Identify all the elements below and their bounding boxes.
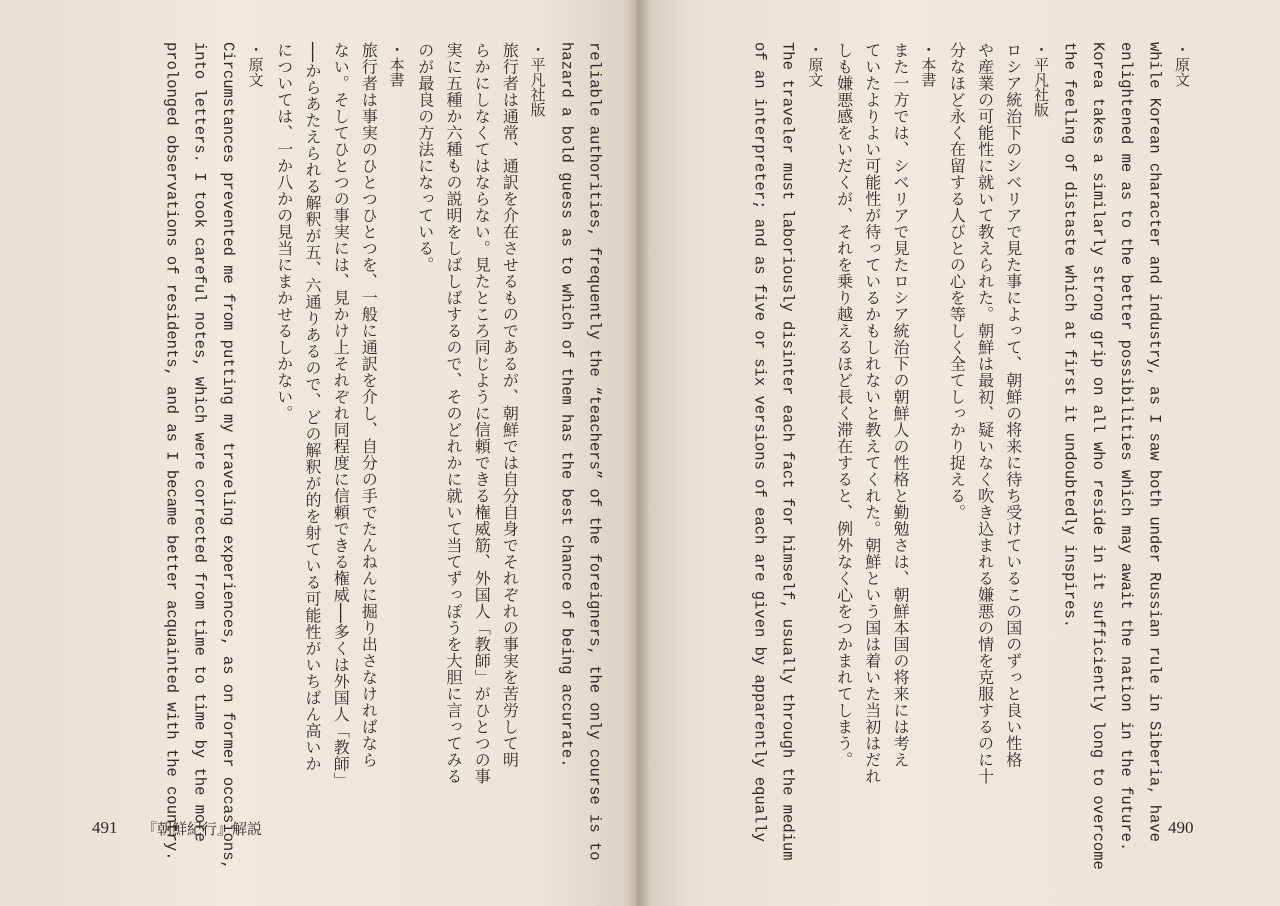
japanese-text-line: 分なほど永く在留する人びとの心を等しく全てしっかり捉える。 [947, 42, 967, 521]
english-text-line: Korea takes a similarly strong grip on all who reside in it sufficiently long to overcome [1088, 42, 1107, 870]
english-text-line: prolonged observations of residents, and as I became better acquainted with the country. [162, 42, 181, 861]
english-text-line: Circumstances prevented me from putting my traveling experiences, as on former occasions, [218, 42, 237, 870]
left-page [0, 0, 636, 906]
english-text-line: The traveler must laboriously disinter each fact for himself, usually through the medium [778, 42, 797, 861]
japanese-text-line: ていたよりよい可能性が待っているかもしれないと教えてくれた。朝鮮という国は着いた当初はだれ [862, 42, 882, 785]
section-label: ・原文 [806, 42, 825, 87]
english-text-line: reliable authorities, frequently the “teachers” of the foreigners, the only course is to [585, 42, 604, 861]
section-label: ・平凡社版 [528, 42, 547, 117]
english-text-line: while Korean character and industry, as I saw both under Russian rule in Siberia, have [1145, 42, 1164, 842]
japanese-text-line: のが最良の方法になっている。 [415, 42, 435, 273]
english-text-line: enlightened me as to the better possibilities which may await the nation in the future. [1117, 42, 1136, 852]
section-label: ・本書 [919, 42, 938, 87]
japanese-text-line: については、一か八かの見当にまかせるしかない。 [274, 42, 294, 422]
japanese-text-line: また一方では、シベリアで見たロシア統治下の朝鮮人の性格と勤勉さは、朝鮮本国の将来には考え [891, 42, 910, 768]
right-page-number: 490 [1168, 818, 1194, 837]
english-text-line: hazard a bold guess as to which of them has the best chance of being accurate. [557, 42, 576, 768]
book-gutter [626, 0, 650, 906]
english-text-line: the feeling of distaste which at first it undoubtedly inspires. [1060, 42, 1079, 628]
left-page-number: 491 [92, 818, 118, 837]
running-head: 『朝鮮紀行』解説 [142, 820, 263, 838]
english-text-line: into letters. I took careful notes, which were corrected from time to time by the more [190, 42, 209, 842]
japanese-text-line: しも嫌悪感をいだくが、それを乗り越えるほど長く滞在すると、例外なく心をつかまれてしまう。 [834, 42, 854, 768]
japanese-text-line: 旅行者は事実のひとつひとつを、一般に通訳を介し、自分の手でたんねんに掘り出さなければなら [359, 42, 379, 768]
japanese-text-line: ──からあたえられる解釈が五、六通りあるので、どの解釈が的を射ている可能性がいちばん高いか [303, 42, 322, 772]
section-label: ・原文 [1173, 42, 1191, 87]
japanese-text-line: 実に五種か六種もの説明をしばしばするので、そのどれかに就いて当てずっぽうを大胆に言ってみる [444, 42, 463, 785]
right-page [636, 0, 1280, 906]
section-label: ・原文 [246, 42, 265, 87]
english-text-line: of an interpreter; and as five or six versions of each are given by apparently equally [750, 42, 769, 842]
japanese-text-line: 旅行者は通常、通訳を介在させるものであるが、朝鮮では自分自身でそれぞれの事実を苦労して明 [500, 42, 520, 768]
section-label: ・本書 [387, 42, 406, 87]
japanese-text-line: や産業の可能性に就いて教えられた。朝鮮は最初、疑いなく吹き込まれる嫌悪の情を克服するのに十 [975, 42, 995, 785]
japanese-text-line: ない。そしてひとつの事実には、見かけ上それぞれ同程度に信頼できる権威──多くは外国人「教師」 [331, 42, 351, 789]
section-label: ・平凡社版 [1032, 42, 1050, 117]
japanese-text-line: らかにしなくてはならない。見たところ同じように信頼できる権威筋、外国人「教師」がひとつの事 [472, 42, 492, 785]
japanese-text-line: ロシア統治下のシベリアで見た事によって、朝鮮の将来に待ち受けているこの国のずっと良い性格 [1003, 42, 1023, 768]
